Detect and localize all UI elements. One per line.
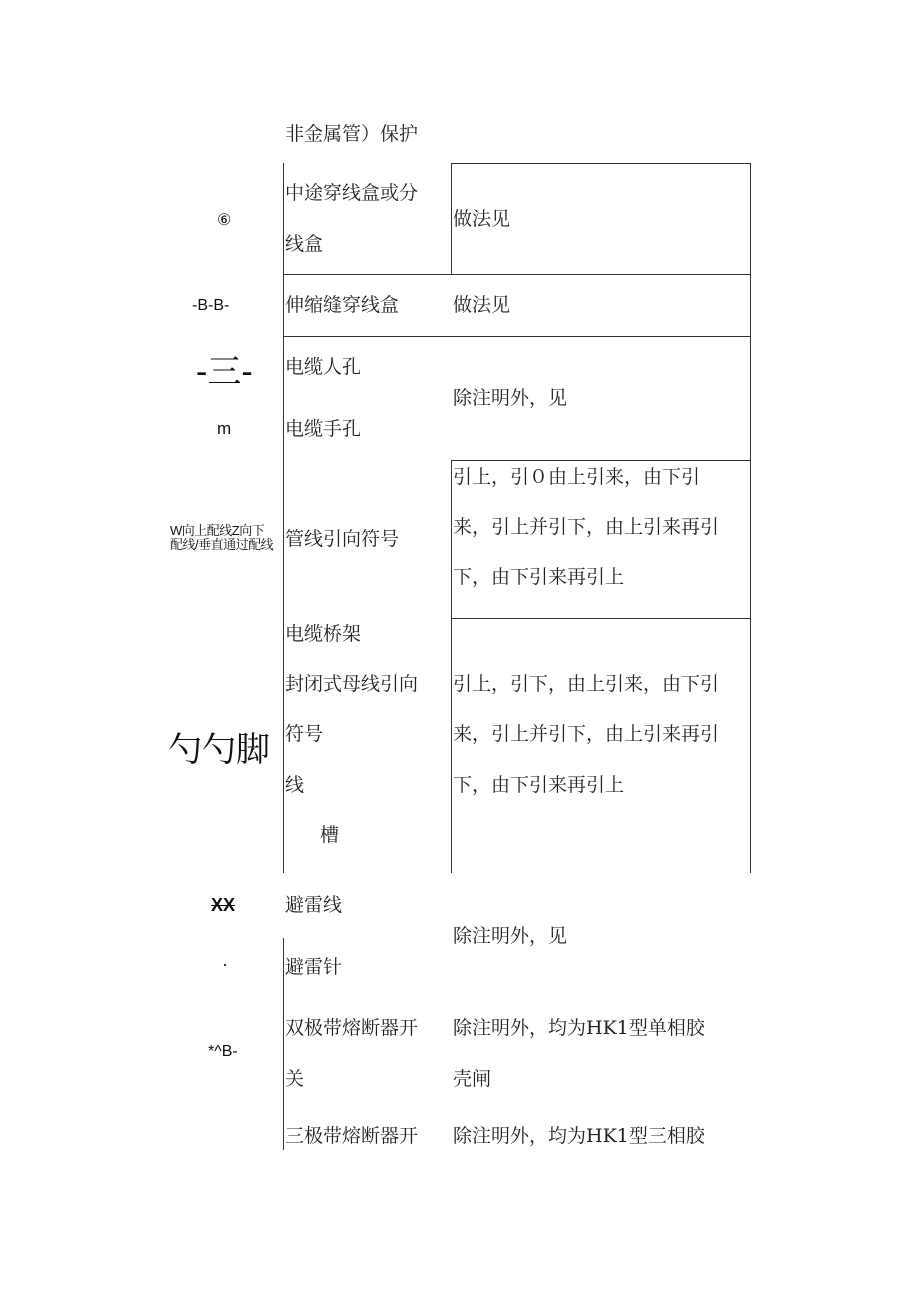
row8-desc: 除注明外，均为HK1型三相胶 [453, 1125, 705, 1147]
row5-name-line3: 符号 [285, 723, 324, 745]
row0-name: 非金属管）保护 [285, 123, 419, 145]
row-divider-1 [451, 163, 751, 164]
table-middle-border-1 [451, 163, 452, 274]
symbol-bridge-busway: 勺勺脚 [168, 731, 270, 769]
row2-desc: 做法见 [453, 294, 511, 316]
row5-name-line2: 封闭式母线引向 [285, 673, 419, 695]
row5-name-line4: 线 [285, 774, 305, 796]
row3-name-line2: 电缆手孔 [285, 418, 362, 440]
row5-name-line1: 电缆桥架 [285, 623, 362, 645]
symbol-cable-manhole: -三- [196, 353, 253, 391]
row8-name: 三极带熔断器开 [285, 1125, 419, 1147]
symbol-m: m [217, 419, 232, 438]
symbol-bb-line: -B-B- [192, 297, 230, 314]
row4-desc-line2: 来，引上并引下，由上引来再引 [453, 516, 720, 538]
symbol-wiring-direction-line1: W向上配线Z向下 [170, 523, 265, 538]
row4-desc-line1: 引上，引０由上引来，由下引 [453, 466, 701, 488]
row7-desc-line2: 壳闸 [453, 1068, 492, 1090]
row4-name: 管线引向符号 [285, 528, 400, 550]
table-middle-border-2 [451, 460, 452, 873]
row1-desc: 做法见 [453, 208, 511, 230]
row6-name-line2: 避雷针 [285, 956, 343, 978]
row5-desc-line1: 引上，引下，由上引来，由下引 [453, 673, 720, 695]
row7-desc-line1: 除注明外，均为HK1型单相胶 [453, 1017, 705, 1039]
row-divider-5 [451, 618, 751, 619]
row-divider-2 [283, 274, 751, 275]
table-left-border-lower [283, 938, 284, 1150]
row-divider-3 [283, 336, 751, 337]
table-right-border [750, 163, 751, 873]
symbol-lightning-line: XX [211, 895, 236, 915]
symbol-fuse-switch: *^B- [208, 1043, 238, 1060]
table-left-border [283, 163, 284, 873]
symbol-lightning-rod: · [222, 954, 228, 974]
row5-name-line5: 槽 [320, 824, 340, 846]
row1-name-line1: 中途穿线盒或分 [285, 182, 419, 204]
row5-desc-line3: 下，由下引来再引上 [453, 774, 625, 796]
row7-name-line2: 关 [285, 1068, 305, 1090]
row-divider-4 [451, 460, 751, 461]
row6-name-line1: 避雷线 [285, 894, 343, 916]
symbol-wiring-direction-line2: 配线/垂直通过配线 [170, 537, 274, 552]
row7-name-line1: 双极带熔断器开 [285, 1017, 419, 1039]
symbol-circled-six: ⑥ [217, 212, 232, 229]
row4-desc-line3: 下，由下引来再引上 [453, 566, 625, 588]
row5-desc-line2: 来，引上并引下，由上引来再引 [453, 723, 720, 745]
row3-desc: 除注明外，见 [453, 387, 568, 409]
row3-name-line1: 电缆人孔 [285, 356, 362, 378]
row2-name: 伸缩缝穿线盒 [285, 294, 400, 316]
row1-name-line2: 线盒 [285, 233, 324, 255]
row6-desc: 除注明外，见 [453, 925, 568, 947]
